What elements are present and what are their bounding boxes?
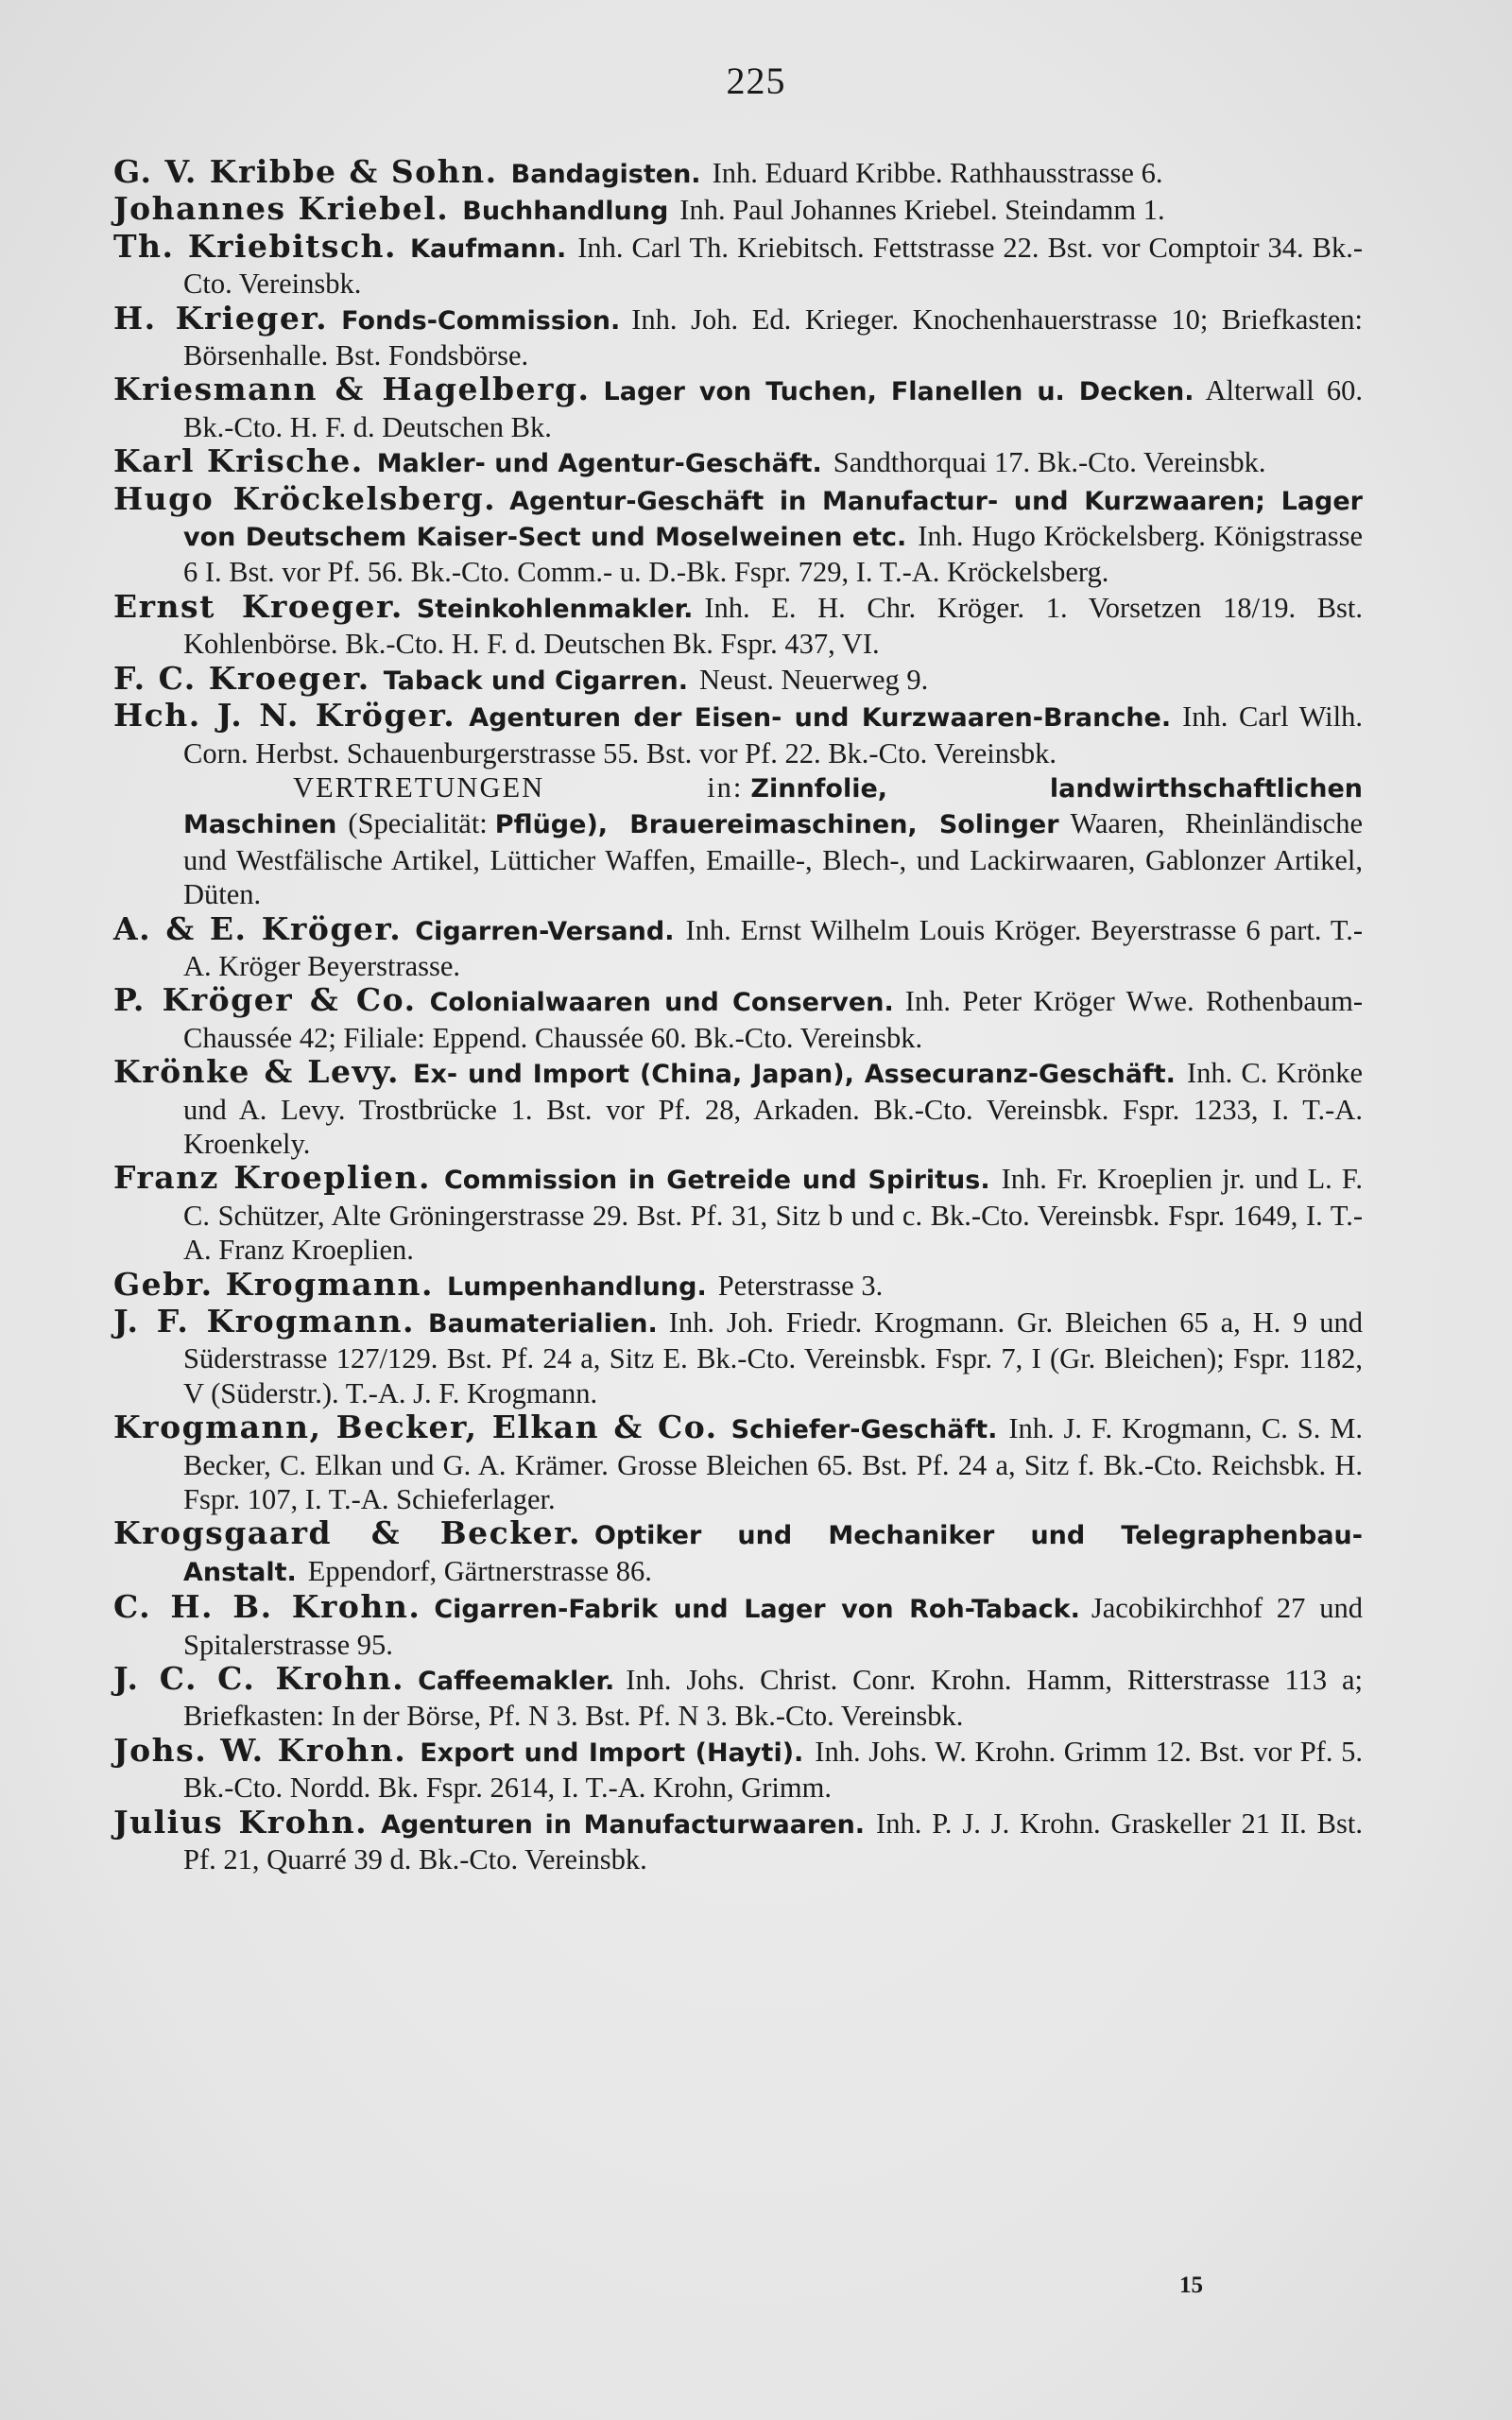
- entry-trade: Cigarren-Fabrik und Lager von Roh-Taback.: [434, 1595, 1080, 1625]
- entry-trade: Taback und Cigarren.: [383, 666, 689, 696]
- entry-name: Krönke & Levy.: [113, 1053, 401, 1091]
- entry-name: Hch. J. N. Kröger.: [113, 697, 456, 735]
- entry-text: Inh. P. J. J. Krohn. Graskeller 21 II. Bst. Pf. 21, Quarré 39 d. Bk.-Cto. Vereinsbk.: [183, 1806, 1363, 1876]
- entry-name: Krogsgaard & Becker.: [113, 1514, 581, 1552]
- directory-entry: [113, 372, 1363, 444]
- entry-trade: Commission in Getreide und Spiritus.: [443, 1166, 990, 1196]
- directory-entry: [113, 192, 1363, 229]
- entry-name: F. C. Kroeger.: [113, 659, 370, 697]
- entry-text: Jacobikirchhof 27 und Spitalerstrasse 95.: [183, 1592, 1364, 1661]
- entry-trade: Lumpenhandlung.: [447, 1271, 707, 1302]
- entry-text: Alterwall 60. Bk.-Cto. H. F. d. Deutschen Bk.: [183, 374, 1364, 443]
- entry-trade: Steinkohlenmakler.: [416, 594, 694, 624]
- entry-name: J. C. C. Krohn.: [113, 1660, 405, 1698]
- directory-entry: [113, 299, 1363, 373]
- directory-entry: [113, 1305, 1363, 1410]
- entry-text: Sandthorquai 17. Bk.-Cto. Vereinsbk.: [833, 446, 1266, 479]
- directory-entry: [113, 1731, 1363, 1806]
- entry-trade: Agentur-Geschäft in Manufactur- und Kurzwaaren; Lager von Deutschem Kaiser-Sect und Moselweinen etc.: [183, 486, 1363, 553]
- directory-entry: [113, 770, 1363, 912]
- directory-entry: [113, 479, 1363, 590]
- entry-name: Krogmann, Becker, Elkan & Co.: [113, 1409, 718, 1446]
- entry-name: Kriesmann & Hagelberg.: [113, 371, 591, 408]
- entry-name: P. Kröger & Co.: [113, 981, 417, 1019]
- entry-text: Inh. J. F. Krogmann, C. S. M. Becker, C. Elkan und G. A. Krämer. Grosse Bleichen 65. Bst. Pf. 24 a, Sitz f. Bk.-Cto. Reichsbk. H. Fspr. 107, I. T.-A. Schieferlager.: [183, 1412, 1363, 1516]
- directory-entry: [113, 1516, 1363, 1590]
- entry-text: Inh. E. H. Chr. Kröger. 1. Vorsetzen 18/19. Bst. Kohlenbörse. Bk.-Cto. H. F. d. Deutschen Bk. Fspr. 437, VI.: [183, 591, 1364, 661]
- entry-name: Gebr. Krogmann.: [113, 1265, 435, 1303]
- entry-trade: Agenturen der Eisen- und Kurzwaaren-Branche.: [469, 703, 1172, 734]
- entry-name: Karl Krische.: [113, 442, 364, 480]
- entry-text: Eppendorf, Gärtnerstrasse 86.: [307, 1554, 652, 1587]
- entry-trade: Ex- und Import (China, Japan), Assecuranz-Geschäft.: [413, 1060, 1176, 1090]
- entry-text: Inh. Paul Johannes Kriebel. Steindamm 1.: [679, 194, 1165, 227]
- entry-text: (Specialität:: [348, 807, 488, 840]
- directory-entry: [113, 1803, 1363, 1877]
- entry-name: Th. Kriebitsch.: [113, 227, 398, 265]
- entry-trade: Colonialwaaren und Conserven.: [429, 988, 894, 1018]
- entry-text: Inh. Joh. Ed. Krieger. Knochenhauerstrasse 10; Briefkasten: Börsenhalle. Bst. Fondsbörse.: [183, 302, 1363, 372]
- entry-trade: Cigarren-Versand.: [415, 916, 675, 946]
- entry-trade: Makler- und Agentur-Geschäft.: [376, 449, 822, 479]
- entry-text: Peterstrasse 3.: [717, 1269, 884, 1302]
- entry-text: Inh. Eduard Kribbe. Rathhausstrasse 6.: [712, 157, 1163, 189]
- entry-trade: Kaufmann.: [410, 233, 567, 264]
- entry-trade: Zinnfolie, landwirthschaftlichen Maschinen: [183, 773, 1363, 840]
- entry-trade: Bandagisten.: [510, 160, 701, 189]
- directory-entry: [113, 1265, 1363, 1305]
- entry-name: Hugo Kröckelsberg.: [113, 479, 497, 517]
- directory-entry: [113, 909, 1363, 984]
- entry-trade: Lager von Tuchen, Flanellen u. Decken.: [603, 377, 1194, 407]
- directory-entry: [113, 227, 1363, 302]
- entry-text: Inh. Joh. Friedr. Krogmann. Gr. Bleichen 65 a, H. 9 und Süderstrasse 127/129. Bst. Pf. 24 a, Sitz E. Bk.-Cto. Vereinsbk. Fspr. 7, I (Gr. Bleichen); Fspr. 1182, V (Süderstr.). T.-A. J. F. Krogmann.: [183, 1306, 1364, 1409]
- entry-name: C. H. B. Krohn.: [113, 1588, 421, 1626]
- entry-name: G. V. Kribbe & Sohn.: [113, 153, 498, 190]
- directory-entry: [113, 1662, 1363, 1734]
- entry-text: Neust. Neuerweg 9.: [699, 663, 929, 696]
- directory-entries: [113, 155, 1363, 1877]
- directory-entry: [113, 1161, 1363, 1267]
- entry-text: Inh. Ernst Wilhelm Louis Kröger. Beyerstrasse 6 part. T.-A. Kröger Beyerstrasse.: [183, 913, 1363, 982]
- entry-name: H. Krieger.: [113, 299, 329, 337]
- directory-entry: [113, 444, 1363, 481]
- entry-name: Julius Krohn.: [113, 1803, 369, 1841]
- entry-name: A. & E. Kröger.: [113, 909, 403, 947]
- entry-text: Inh. C. Krönke und A. Levy. Trostbrücke 1. Bst. vor Pf. 28, Arkaden. Bk.-Cto. Vereinsbk. Fspr. 1233, I. T.-A. Kroenkely.: [183, 1057, 1363, 1160]
- entry-lead: VERTRETUNGEN in:: [293, 770, 744, 804]
- signature-mark: 15: [1179, 2273, 1203, 2298]
- directory-entry: [113, 1410, 1363, 1516]
- entry-text: Inh. Carl Wilh. Corn. Herbst. Schauenburgerstrasse 55. Bst. vor Pf. 22. Bk.-Cto. Vereinsbk.: [183, 700, 1363, 769]
- entry-text: Inh. Peter Kröger Wwe. Rothenbaum-Chaussée 42; Filiale: Eppend. Chaussée 60. Bk.-Cto. Vereinsbk.: [183, 985, 1363, 1054]
- directory-entry: [113, 587, 1364, 662]
- entry-trade: Schiefer-Geschäft.: [730, 1415, 998, 1445]
- entry-text: Inh. Carl Th. Kriebitsch. Fettstrasse 22. Bst. vor Comptoir 34. Bk.-Cto. Vereinsbk.: [183, 231, 1363, 301]
- directory-entry: [113, 699, 1363, 770]
- entry-name: Johs. W. Krohn.: [113, 1731, 407, 1769]
- entry-name: Johannes Kriebel.: [113, 190, 450, 228]
- directory-entry: [113, 155, 1363, 192]
- entry-trade: Baumaterialien.: [428, 1309, 658, 1339]
- entry-text: Inh. Fr. Kroeplien jr. und L. F. C. Schützer, Alte Gröningerstrasse 29. Bst. Pf. 31, Sitz b und c. Bk.-Cto. Vereinsbk. Fspr. 1649, I. T.-A. Franz Kroeplien.: [183, 1163, 1363, 1267]
- entry-trade: Buchhandlung: [462, 197, 669, 227]
- entry-name: Franz Kroeplien.: [113, 1159, 431, 1197]
- entry-text: Inh. Johs. Christ. Conr. Krohn. Hamm, Ritterstrasse 113 a; Briefkasten: In der Börse, Pf. N 3. Bst. Pf. N 3. Bk.-Cto. Vereinsbk.: [183, 1664, 1363, 1733]
- entry-trade: Caffeemakler.: [418, 1667, 615, 1697]
- entry-trade: Export und Import (Hayti).: [420, 1737, 804, 1768]
- entry-name: Ernst Kroeger.: [113, 587, 404, 625]
- page-number: 225: [726, 60, 786, 102]
- entry-trade: Optiker und Mechaniker und Telegraphenbau-Anstalt.: [183, 1521, 1363, 1587]
- directory-entry: [113, 1590, 1363, 1662]
- entry-text: Waaren, Rheinländische und Westfälische Artikel, Lütticher Waffen, Emaille-, Blech-, und Lackirwaaren, Gablonzer Artikel, Düten.: [183, 807, 1363, 911]
- entry-trade: Fonds-Commission.: [341, 305, 621, 336]
- directory-entry: [113, 1055, 1363, 1161]
- directory-entry: [113, 659, 1363, 699]
- entry-text: Inh. Johs. W. Krohn. Grimm 12. Bst. vor Pf. 5. Bk.-Cto. Nordd. Bk. Fspr. 2614, I. T.-A. Krohn, Grimm.: [183, 1735, 1363, 1805]
- entry-name: J. F. Krogmann.: [113, 1303, 416, 1340]
- entry-text: Inh. Hugo Kröckelsberg. Königstrasse 6 I. Bst. vor Pf. 56. Bk.-Cto. Comm.- u. D.-Bk. Fspr. 729, I. T.-A. Kröckelsberg.: [183, 520, 1363, 589]
- entry-trade: Agenturen in Manufacturwaaren.: [381, 1809, 866, 1840]
- entry-trade: Pflüge), Brauereimaschinen, Solinger: [494, 810, 1059, 840]
- directory-entry: [113, 983, 1363, 1055]
